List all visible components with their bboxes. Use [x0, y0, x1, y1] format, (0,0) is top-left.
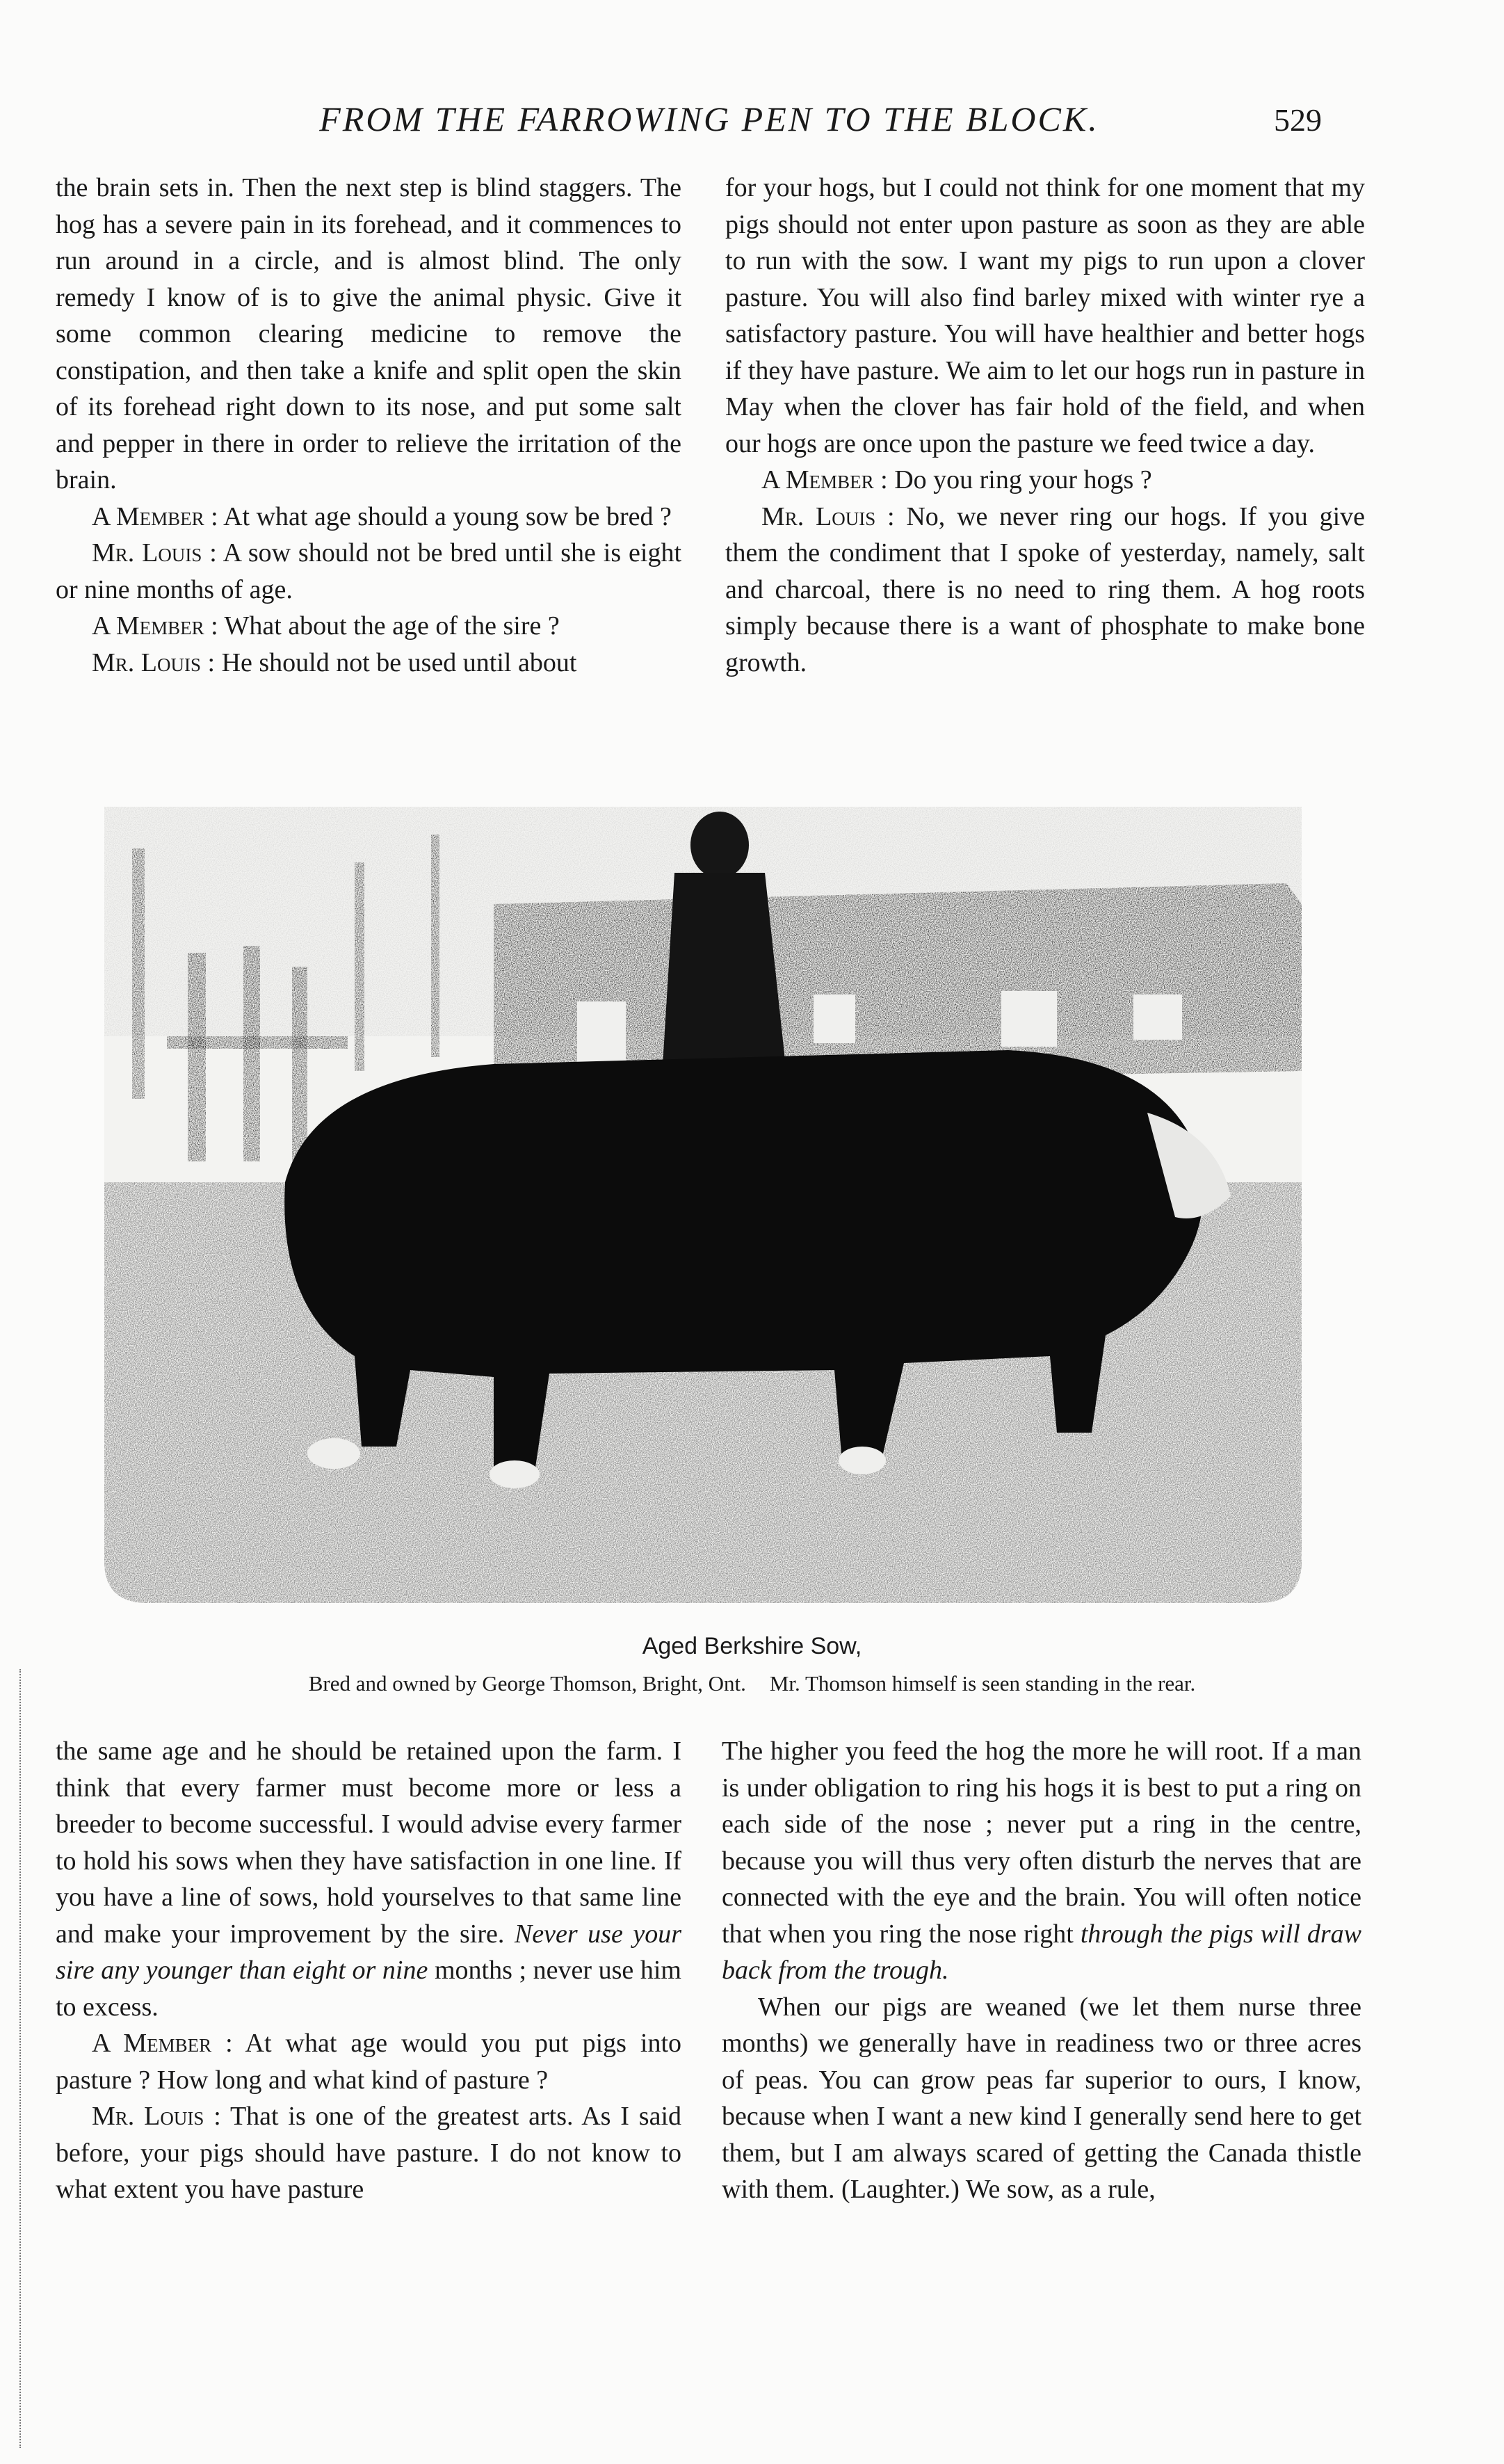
- column-bottom-right: [722, 1733, 1361, 2208]
- column-bottom-left: [56, 1733, 681, 2208]
- dialogue-paragraph: A Member : At what age should a young sow be bred ?: [92, 501, 672, 531]
- column-top-right: [725, 170, 1365, 681]
- dialogue-paragraph: Mr. Louis : A sow should not be bred until she is eight or nine months of age.: [56, 538, 681, 604]
- paragraph: for your hogs, but I could not think for one moment that my pigs should not enter upon pasture as soon as they are able to run with the sow. I want my pigs to run upon a clover pasture. You will also find barley mixed with winter rye a satisfactory pasture. You will have healthier and better hogs if they have pasture. We aim to let our hogs run in pasture in May when the clover has fair hold of the field, and when our hogs are once upon the pasture we feed twice a day.: [725, 173, 1365, 458]
- figure-credit: Bred and owned by George Thomson, Bright, Ont.: [308, 1671, 746, 1696]
- page-number: 529: [1274, 102, 1322, 138]
- column-top-left: [56, 170, 681, 681]
- figure-note: Mr. Thomson himself is seen standing in the rear.: [769, 1671, 1196, 1696]
- dialogue-paragraph: A Member : At what age would you put pigs into pasture ? How long and what kind of pasture ?: [56, 2029, 681, 2095]
- speaker: A Member: [761, 465, 874, 494]
- dialogue-paragraph: Mr. Louis : That is one of the greatest arts. As I said before, your pigs should have pasture. I do not know to what extent you have pasture: [56, 2102, 682, 2204]
- dialogue-paragraph: Mr. Louis : He should not be used until about: [92, 647, 577, 677]
- speaker: Mr. Louis: [761, 501, 876, 531]
- speaker: Mr. Louis: [92, 647, 202, 677]
- dialogue-paragraph: Mr. Louis : No, we never ring our hogs. If you give them the condiment that I spoke of yesterday, namely, salt and charcoal, there is no need to ring them. A hog roots simply because there is a want of phosphate to make bone growth.: [725, 501, 1365, 677]
- figure-caption: [0, 1671, 1504, 1696]
- photograph-illustration: [104, 807, 1302, 1603]
- speaker: Mr. Louis: [92, 538, 202, 567]
- speaker: A Member: [92, 2029, 212, 2058]
- speaker: A Member: [92, 611, 204, 641]
- dialogue-paragraph: A Member : What about the age of the sire ?: [92, 611, 560, 641]
- paragraph: When our pigs are weaned (we let them nurse three months) we generally have in readiness two or three acres of peas. You can grow peas far superior to ours, I know, because when I want a new kind I generally send here to get them, but I am always scared of getting the Canada thistle with them. (Laughter.) We sow, as a rule,: [722, 1992, 1361, 2204]
- figure-title: Aged Berkshire Sow,: [642, 1633, 862, 1659]
- dialogue-paragraph: A Member : Do you ring your hogs ?: [761, 465, 1152, 494]
- emphasis: through the pigs will draw back from the trough.: [722, 1919, 1362, 1985]
- scan-margin-mark: [19, 1669, 28, 2448]
- paragraph: The higher you feed the hog the more he will root. If a man is under obligation to ring his hogs it is best to put a ring on each side of the nose ; never put a ring in the centre, because you will thus very often disturb the nerves that are connected with the eye and the brain. You will often notice that when you ring the nose right through the pigs will draw back from the trough.: [722, 1737, 1362, 1985]
- speaker: Mr. Louis: [92, 2102, 204, 2131]
- emphasis: Never use your sire any younger than eight or nine: [56, 1919, 681, 1985]
- berkshire-sow-photograph: [104, 807, 1302, 1603]
- paragraph: the same age and he should be retained upon the farm. I think that every farmer must become more or less a breeder to become successful. I would advise every farmer to hold his sows when they have satisfaction in one line. If you have a line of sows, hold yourselves to that same line and make your improvement by the sire. Never use your sire any younger than eight or nine months ; never use him to excess.: [56, 1737, 681, 2022]
- paragraph: the brain sets in. Then the next step is blind staggers. The hog has a severe pain in its forehead, and it commences to run around in a circle, and is almost blind. The only remedy I know of is to give the animal physic. Give it some common clearing medicine to remove the constipation, and then take a knife and split open the skin of its forehead right down to its nose, and put some salt and pepper in there in order to relieve the irritation of the brain.: [56, 173, 681, 494]
- running-head: FROM THE FARROWING PEN TO THE BLOCK.: [319, 99, 1099, 138]
- speaker: A Member: [92, 501, 204, 531]
